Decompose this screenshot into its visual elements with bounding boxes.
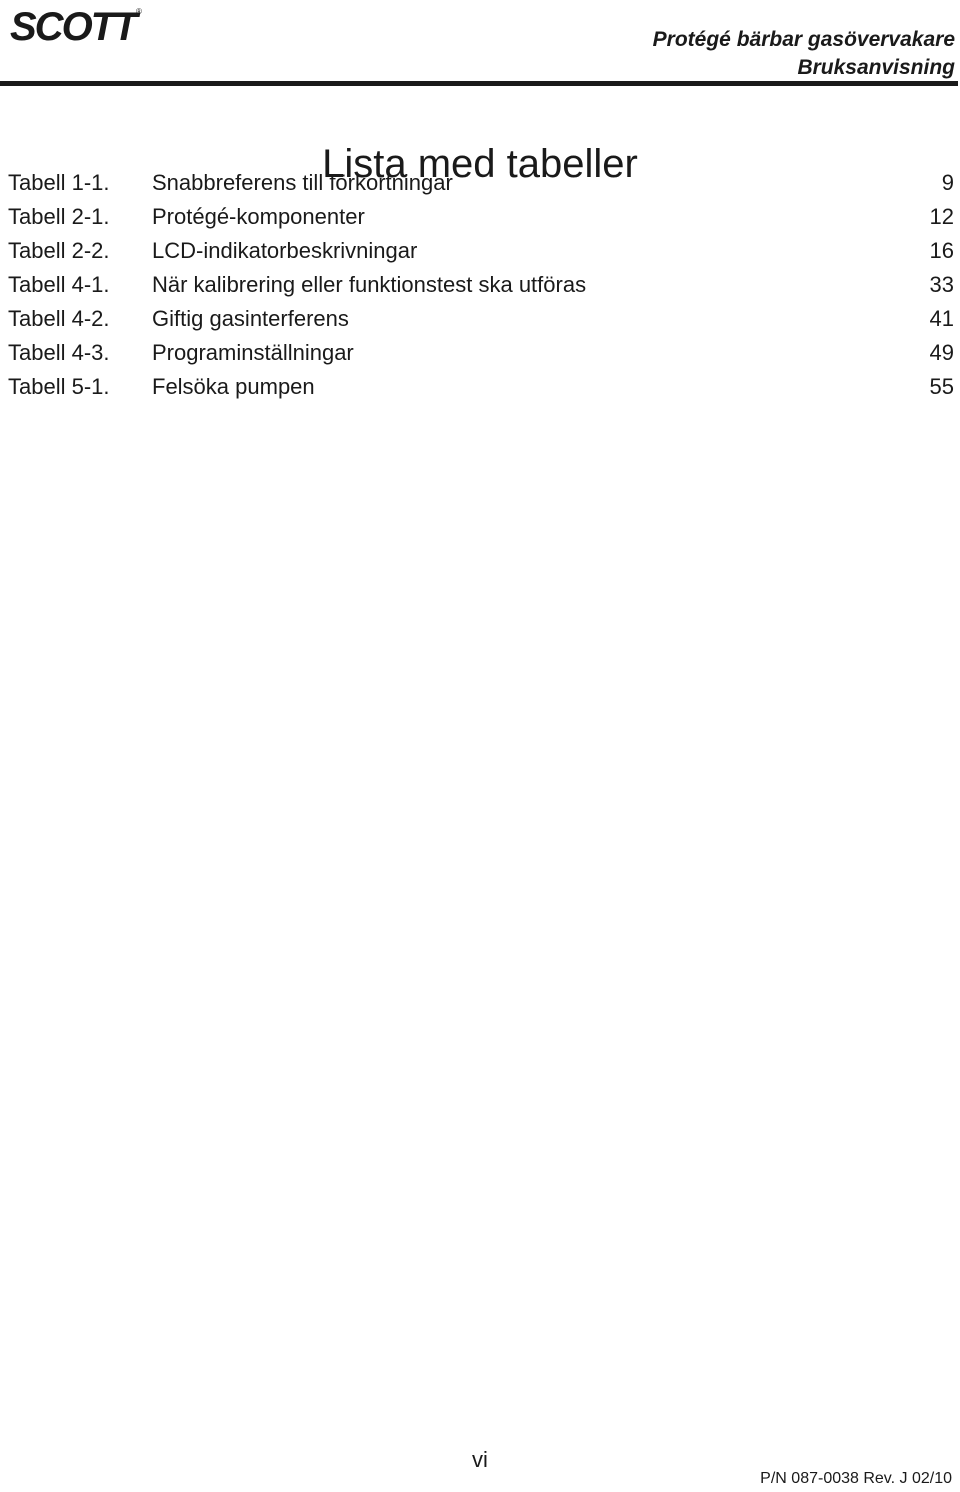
scott-logo [10, 4, 150, 46]
header-rule [0, 81, 958, 86]
toc-entry[interactable] [8, 370, 954, 404]
table-label: Tabell 4-2. [8, 306, 110, 331]
table-page-number: 33 [929, 272, 954, 297]
table-page-number: 12 [929, 204, 954, 229]
document-subtitle: Bruksanvisning [797, 56, 955, 79]
table-title: LCD-indikatorbeskrivningar [152, 238, 418, 263]
table-label: Tabell 4-3. [8, 340, 110, 365]
toc-entry[interactable] [8, 302, 954, 336]
document-title: Protégé bärbar gasövervakare [652, 28, 955, 51]
toc-entry[interactable] [8, 166, 954, 200]
table-page-number: 55 [929, 374, 954, 399]
table-label: Tabell 2-1. [8, 204, 110, 229]
table-title: När kalibrering eller funktionstest ska utföras [152, 272, 587, 297]
header [653, 26, 955, 82]
svg-text:®: ® [136, 7, 142, 16]
table-page-number: 9 [941, 170, 954, 195]
toc-entry[interactable] [8, 336, 954, 370]
table-title: Snabbreferens till förkortningar [152, 170, 453, 195]
table-title: Protégé-komponenter [152, 204, 365, 229]
toc-entry[interactable] [8, 268, 954, 302]
table-title: Felsöka pumpen [152, 374, 315, 399]
logo-text: SCOTT [10, 5, 136, 46]
page-title: Lista med tabeller [322, 141, 638, 186]
table-label: Tabell 1-1. [8, 170, 110, 195]
table-page-number: 16 [929, 238, 954, 263]
toc-entry[interactable] [8, 200, 954, 234]
part-number: P/N 087-0038 Rev. J 02/10 [760, 1470, 952, 1487]
table-label: Tabell 2-2. [8, 238, 110, 263]
table-page-number: 49 [929, 340, 954, 365]
table-label: Tabell 5-1. [8, 374, 110, 399]
table-title: Programinställningar [152, 340, 354, 365]
table-list [8, 166, 954, 404]
table-page-number: 41 [929, 306, 954, 331]
table-title: Giftig gasinterferens [152, 306, 349, 331]
table-label: Tabell 4-1. [8, 272, 110, 297]
page-number: vi [472, 1447, 488, 1472]
toc-entry[interactable] [8, 234, 954, 268]
